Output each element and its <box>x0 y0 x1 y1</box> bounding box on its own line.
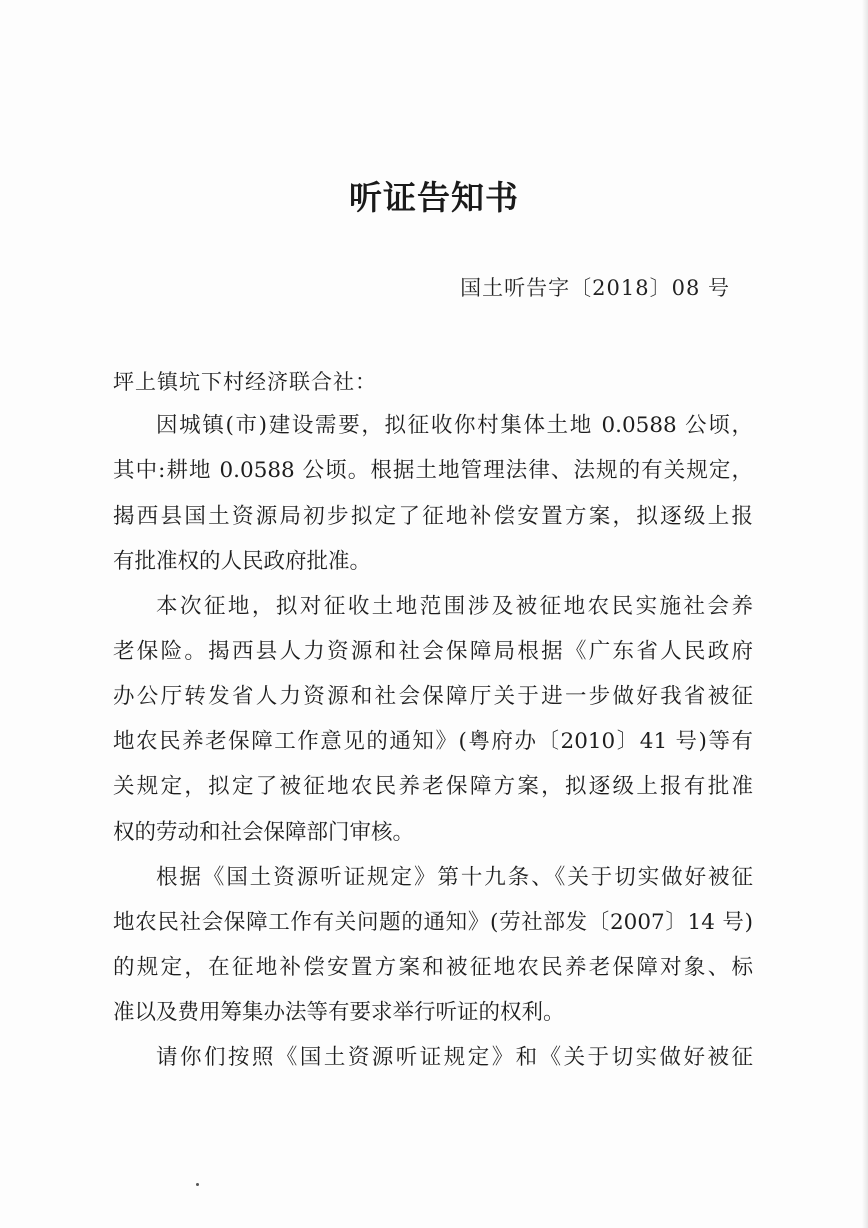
body-line-1: 因城镇(市)建设需要，拟征收你村集体土地 0.0588 公顷， <box>156 413 753 438</box>
body-line-9: 关规定，拟定了被征地农民养老保障方案，拟逐级上报有批准 <box>113 774 753 799</box>
page-edge-shadow <box>862 0 868 1228</box>
body-line-2: 其中:耕地 0.0588 公顷。根据土地管理法律、法规的有关规定， <box>113 458 753 483</box>
body-line-11: 根据《国土资源听证规定》第十九条、《关于切实做好被征 <box>156 865 753 890</box>
body-line-3: 揭西县国土资源局初步拟定了征地补偿安置方案，拟逐级上报 <box>113 504 753 529</box>
body-line-6: 老保险。揭西县人力资源和社会保障局根据《广东省人民政府 <box>113 639 753 664</box>
body-line-15: 请你们按照《国土资源听证规定》和《关于切实做好被征 <box>156 1045 753 1070</box>
body-line-12: 地农民社会保障工作有关问题的通知》(劳社部发〔2007〕14 号) <box>113 910 753 935</box>
body-line-14: 准以及费用筹集办法等有要求举行听证的权利。 <box>113 1000 565 1025</box>
document-title: 听证告知书 <box>349 178 519 217</box>
body-line-10: 权的劳动和社会保障部门审核。 <box>113 820 415 845</box>
body-line-5: 本次征地，拟对征收土地范围涉及被征地农民实施社会养 <box>156 594 753 619</box>
scan-speck <box>196 1183 199 1186</box>
document-number: 国土听告字〔2018〕08 号 <box>460 276 730 300</box>
body-line-13: 的规定，在征地补偿安置方案和被征地农民养老保障对象、标 <box>113 955 753 980</box>
body-line-8: 地农民养老保障工作意见的通知》(粤府办〔2010〕41 号)等有 <box>113 729 753 754</box>
body-line-7: 办公厅转发省人力资源和社会保障厅关于进一步做好我省被征 <box>113 684 753 709</box>
body-line-4: 有批准权的人民政府批准。 <box>113 549 372 574</box>
addressee: 坪上镇坑下村经济联合社： <box>113 370 377 394</box>
